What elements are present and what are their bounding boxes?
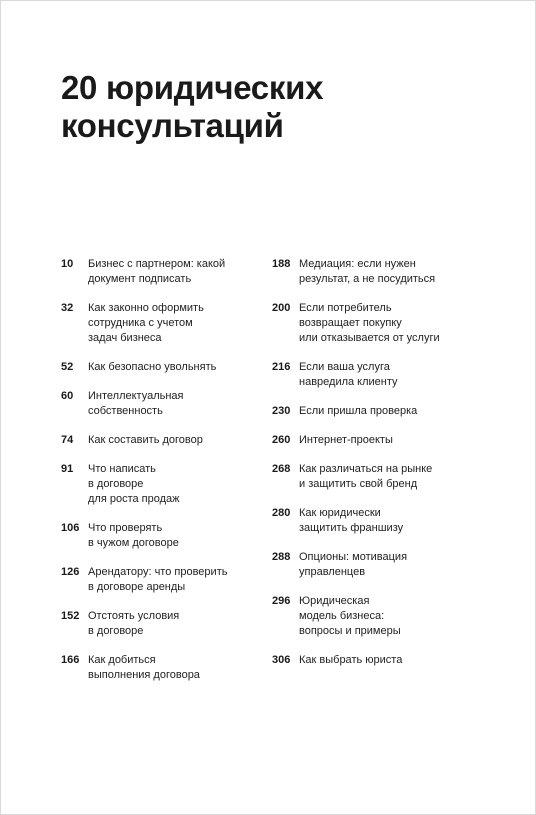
toc-entry-title [88, 521, 261, 551]
toc-entry-title-line: Отстоять условия [88, 610, 180, 622]
toc-entry-title [299, 360, 482, 390]
toc-entry-title [299, 301, 482, 346]
toc-entry-title-line: вопросы и примеры [299, 625, 401, 637]
toc-entry-title [299, 653, 482, 668]
toc-page-number: 10 [61, 258, 74, 270]
toc-entry-title [299, 550, 482, 580]
toc-entry-title-line: Бизнес с партнером: какой [88, 258, 226, 270]
toc-page-number: 306 [272, 654, 291, 666]
toc-entry-title [88, 301, 261, 346]
toc-page-number: 230 [272, 405, 291, 417]
toc-entry-title-line: в договоре [88, 478, 144, 490]
toc-page-number: 91 [61, 463, 74, 475]
toc-entry[interactable] [272, 360, 482, 390]
toc-entry[interactable] [272, 404, 482, 419]
toc-entry-title-line: Как законно оформить [88, 302, 204, 314]
toc-entry-title [299, 433, 482, 448]
toc-entry-title [88, 565, 261, 595]
toc-entry-title-line: для роста продаж [88, 493, 180, 505]
toc-entry-title-line: Как безопасно увольнять [88, 361, 217, 373]
toc-left-column [61, 257, 261, 697]
toc-entry-title [299, 404, 482, 419]
toc-entry-title-line: и защитить свой бренд [299, 478, 418, 490]
toc-entry-title [299, 257, 482, 287]
toc-entry-title-line: модель бизнеса: [299, 610, 385, 622]
toc-entry-title [88, 653, 261, 683]
toc-entry-title-line: в чужом договоре [88, 537, 179, 549]
toc-page-number: 52 [61, 361, 74, 373]
toc-page-number: 74 [61, 434, 74, 446]
toc-entry-title-line: сотрудника с учетом [88, 317, 193, 329]
toc-entry[interactable] [61, 433, 261, 448]
toc-entry-title-line: Если потребитель [299, 302, 392, 314]
toc-page-number: 296 [272, 595, 291, 607]
toc-page-number: 260 [272, 434, 291, 446]
toc-entry-title-line: Медиация: если нужен [299, 258, 416, 270]
toc-entry[interactable] [61, 389, 261, 419]
toc-entry-title-line: Если ваша услуга [299, 361, 390, 373]
toc-entry-title-line: Юридическая [299, 595, 370, 607]
toc-entry[interactable] [61, 653, 261, 683]
toc-entry-title-line: управленцев [299, 566, 366, 578]
toc-entry-title-line: Интернет-проекты [299, 434, 393, 446]
toc-entry-title-line: Как составить договор [88, 434, 203, 446]
toc-entry-title-line: Интеллектуальная [88, 390, 184, 402]
toc-entry[interactable] [61, 360, 261, 375]
toc-entry[interactable] [272, 550, 482, 580]
toc-entry-title-line: задач бизнеса [88, 332, 162, 344]
page-title-line: консультаций [61, 107, 284, 144]
toc-entry-title-line: Как юридически [299, 507, 381, 519]
toc-page-number: 152 [61, 610, 80, 622]
toc-page-number: 60 [61, 390, 74, 402]
toc-entry-title [299, 594, 482, 639]
toc-page-number: 288 [272, 551, 291, 563]
toc-entry[interactable] [61, 462, 261, 507]
toc-entry-title [299, 462, 482, 492]
toc-entry[interactable] [61, 257, 261, 287]
toc-entry-title-line: в договоре аренды [88, 581, 186, 593]
toc-entry[interactable] [61, 609, 261, 639]
toc-entry-title-line: результат, а не посудиться [299, 273, 436, 285]
toc-page-number: 216 [272, 361, 291, 373]
toc-entry-title-line: Если пришла проверка [299, 405, 418, 417]
toc-entry-title-line: в договоре [88, 625, 144, 637]
toc-entry[interactable] [272, 594, 482, 639]
toc-entry-title-line: Что проверять [88, 522, 163, 534]
toc-entry[interactable] [61, 301, 261, 346]
toc-entry-title-line: Что написать [88, 463, 156, 475]
toc-entry[interactable] [272, 433, 482, 448]
toc-entry-title-line: документ подписать [88, 273, 192, 285]
toc-entry[interactable] [61, 521, 261, 551]
toc-page-number: 188 [272, 258, 291, 270]
toc-entry[interactable] [272, 301, 482, 346]
toc-entry[interactable] [272, 257, 482, 287]
toc-page-number: 166 [61, 654, 80, 666]
toc-page-number: 200 [272, 302, 291, 314]
page-title-line: 20 юридических [61, 69, 324, 106]
toc-entry-title [299, 506, 482, 536]
toc-entry-title [88, 609, 261, 639]
toc-entry-title [88, 257, 261, 287]
toc-entry-title-line: выполнения договора [88, 669, 200, 681]
toc-entry-title-line: Как добиться [88, 654, 156, 666]
toc-entry-title-line: навредила клиенту [299, 376, 398, 388]
toc-entry-title-line: Как различаться на рынке [299, 463, 433, 475]
toc-page-number: 106 [61, 522, 80, 534]
toc-entry-title [88, 360, 261, 375]
toc-entry-title [88, 389, 261, 419]
toc-entry-title-line: защитить франшизу [299, 522, 404, 534]
toc-entry-title-line: собственность [88, 405, 163, 417]
toc-entry-title [88, 462, 261, 507]
toc-page-number: 32 [61, 302, 74, 314]
toc-entry-title-line: Как выбрать юриста [299, 654, 403, 666]
toc-right-column [272, 257, 482, 682]
toc-page-number: 268 [272, 463, 291, 475]
toc-entry-title-line: или отказывается от услуги [299, 332, 440, 344]
toc-entry[interactable] [272, 462, 482, 492]
toc-entry-title-line: Опционы: мотивация [299, 551, 408, 563]
page-title [61, 69, 481, 145]
toc-page-number: 126 [61, 566, 80, 578]
toc-page-number: 280 [272, 507, 291, 519]
toc-entry[interactable] [61, 565, 261, 595]
toc-entry-title [88, 433, 261, 448]
toc-entry-title-line: возвращает покупку [299, 317, 402, 329]
toc-entry[interactable] [272, 506, 482, 536]
toc-entry-title-line: Арендатору: что проверить [88, 566, 228, 578]
toc-entry[interactable] [272, 653, 482, 668]
